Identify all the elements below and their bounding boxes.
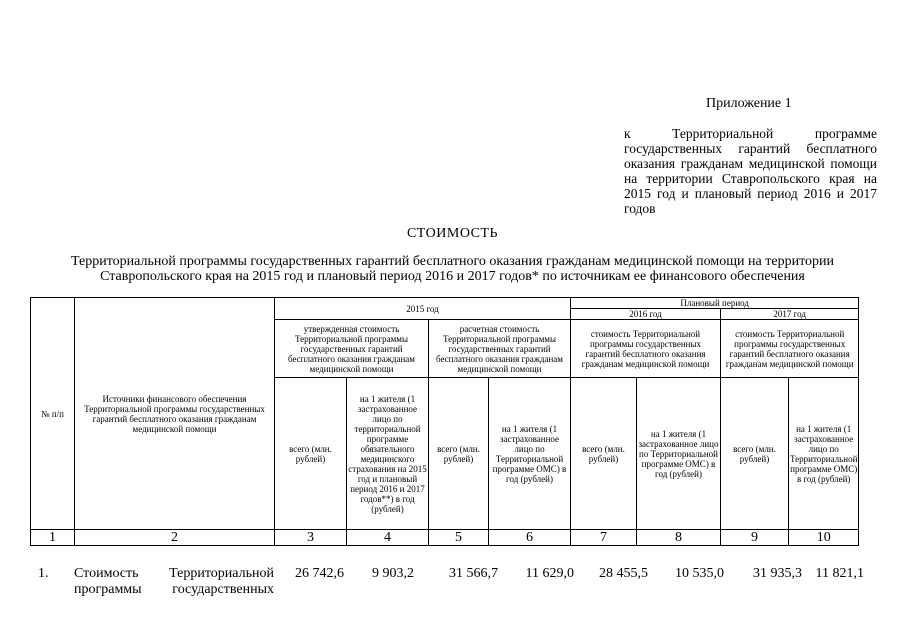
header-no: № п/п xyxy=(31,298,75,530)
row-label-line2: программы государственных xyxy=(74,582,274,597)
header-cost-2016: стоимость Территориальной программы государственных гарантий бесплатного оказания гражданам медицинской помощи xyxy=(571,320,721,378)
header-planned-period: Плановый период xyxy=(571,298,859,309)
row-value: 31 566,7 xyxy=(449,566,498,581)
appendix-title: Приложение 1 xyxy=(706,96,792,111)
column-number: 5 xyxy=(429,530,489,546)
column-number: 10 xyxy=(789,530,859,546)
column-number: 7 xyxy=(571,530,637,546)
column-number: 1 xyxy=(31,530,75,546)
column-number: 9 xyxy=(721,530,789,546)
appendix-text: к Территориальной программе государственных гарантий бесплатного оказания гражданам медицинской помощи на территории Ставропольского края на 2015 год и плановый период 2016 и 2017 годов xyxy=(624,126,877,216)
row-value: 11 821,1 xyxy=(815,566,864,581)
row-value: 10 535,0 xyxy=(675,566,724,581)
header-per-resident-2015: на 1 жителя (1 застрахованное лицо по территориальной программе обязательного медицинского страхования на 2015 год и плановый период 2016 и 2017 годов**) в год (рублей) xyxy=(347,378,429,530)
header-calculated-cost: расчетная стоимость Территориальной программы государственных гарантий бесплатного оказания гражданам медицинской помощи xyxy=(429,320,571,378)
header-source: Источники финансового обеспечения Территориальной программы государственных гарантий бесплатного оказания гражданам медицинской помощи xyxy=(75,298,275,530)
row-value: 31 935,3 xyxy=(753,566,802,581)
header-year-2015: 2015 год xyxy=(275,298,571,320)
row-value: 26 742,6 xyxy=(295,566,344,581)
row-value: 28 455,5 xyxy=(599,566,648,581)
document-subtitle: Территориальной программы государственных гарантий бесплатного оказания гражданам медицинской помощи на территории Ставропольского края на 2015 год и плановый период 2016 и 2017 годов* по источникам ее финансового обеспечения xyxy=(70,254,834,284)
header-total-calc: всего (млн. рублей) xyxy=(429,378,489,530)
header-total-2015: всего (млн. рублей) xyxy=(275,378,347,530)
row-value: 9 903,2 xyxy=(372,566,414,581)
column-number: 6 xyxy=(489,530,571,546)
header-total-2016: всего (млн. рублей) xyxy=(571,378,637,530)
header-per-resident-calc: на 1 жителя (1 застрахованное лицо по Территориальной программе ОМС) в год (рублей) xyxy=(489,378,571,530)
header-year-2016: 2016 год xyxy=(571,309,721,320)
column-number: 2 xyxy=(75,530,275,546)
header-approved-cost: утвержденная стоимость Территориальной программы государственных гарантий бесплатного оказания гражданам медицинской помощи xyxy=(275,320,429,378)
header-total-2017: всего (млн. рублей) xyxy=(721,378,789,530)
row-number: 1. xyxy=(38,566,49,581)
column-number: 3 xyxy=(275,530,347,546)
header-per-resident-2017: на 1 жителя (1 застрахованное лицо по Территориальной программе ОМС) в год (рублей) xyxy=(789,378,859,530)
header-year-2017: 2017 год xyxy=(721,309,859,320)
column-number: 8 xyxy=(637,530,721,546)
document-title: СТОИМОСТЬ xyxy=(406,226,499,241)
cost-table xyxy=(30,297,859,546)
header-per-resident-2016: на 1 жителя (1 застрахованное лицо по Территориальной программе ОМС) в год (рублей) xyxy=(637,378,721,530)
row-label-line1: Стоимость Территориальной xyxy=(74,566,274,581)
header-cost-2017: стоимость Территориальной программы государственных гарантий бесплатного оказания гражданам медицинской помощи xyxy=(721,320,859,378)
column-number: 4 xyxy=(347,530,429,546)
row-value: 11 629,0 xyxy=(525,566,574,581)
